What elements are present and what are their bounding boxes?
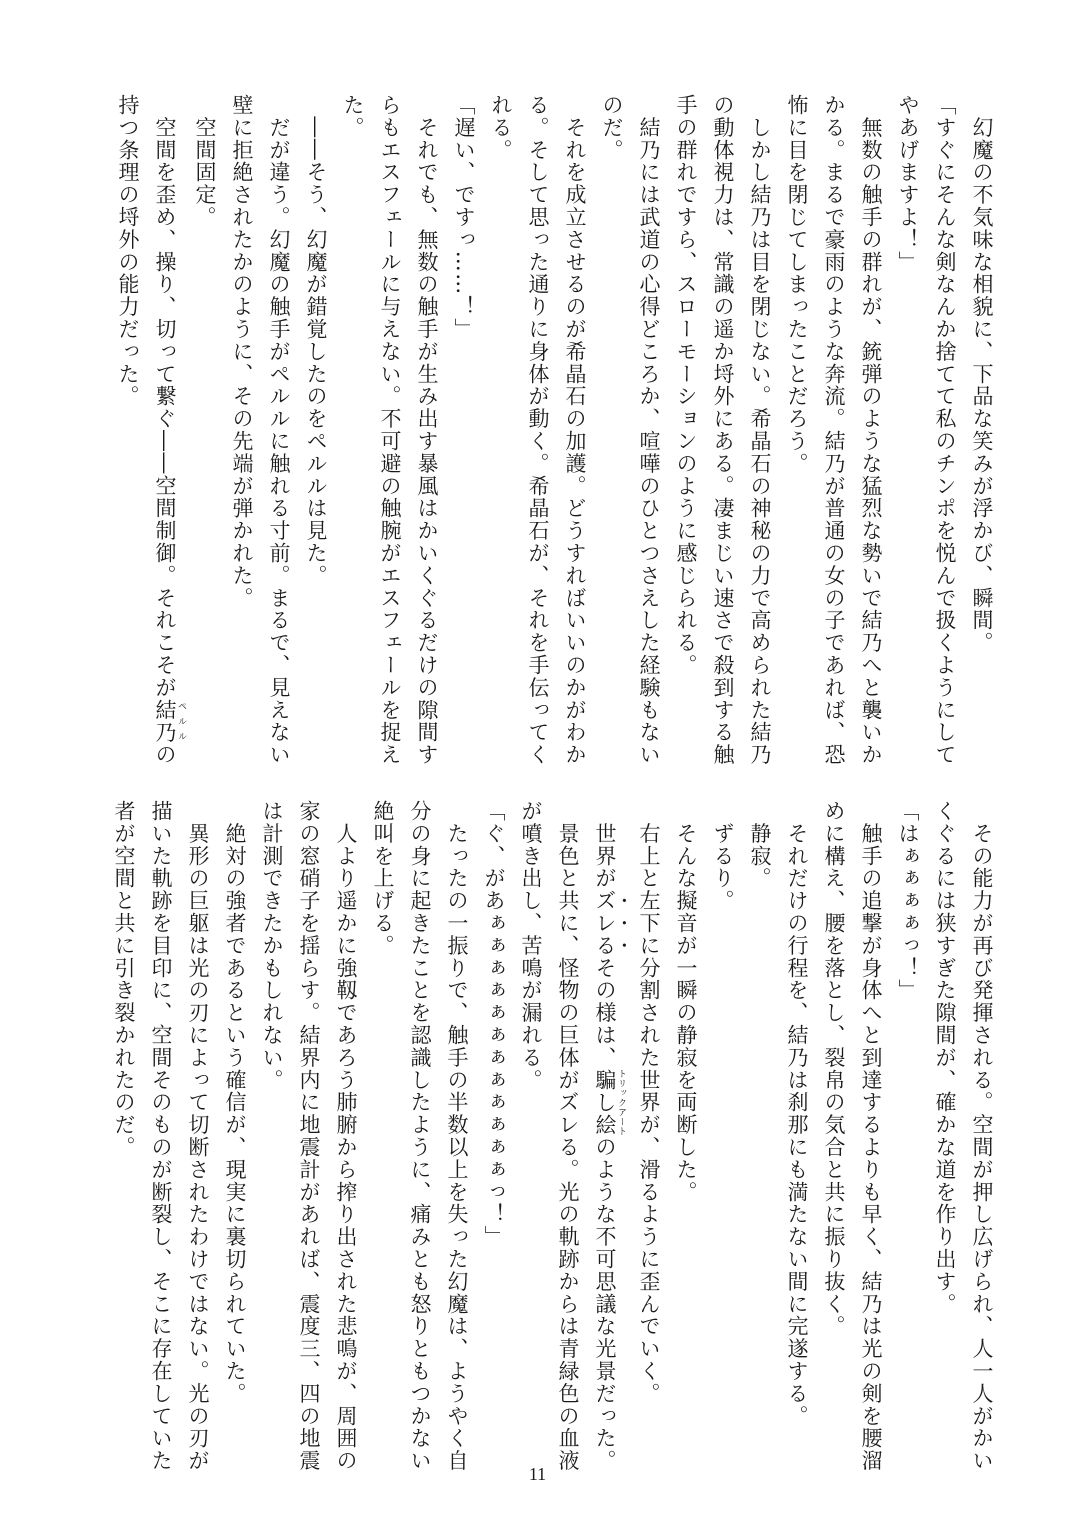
text-column: [401, 800, 438, 1472]
text-column: [438, 800, 475, 1472]
text-column: [179, 800, 216, 1472]
text-run: 世界が: [593, 800, 617, 890]
text-run: 幻魔の不気味な相貌に、下品な笑みが浮かび、瞬間。: [970, 94, 994, 654]
text-column: [926, 800, 963, 1460]
text-column: [445, 94, 482, 754]
text-run: 無数の触手の群れが、銃弾のような猛烈な勢いで結乃へと襲いか: [859, 94, 883, 766]
ruby-annotation: ペルル: [176, 698, 186, 744]
text-column: [260, 94, 297, 766]
text-run: た。: [341, 94, 365, 139]
text-run: 「はぁぁぁぁっ！」: [896, 800, 920, 1002]
text-column: [549, 800, 586, 1472]
text-run: くぐるには狭すぎた隙間が、確かな道を作り出す。: [933, 800, 957, 1316]
text-run: 触手の追撃が身体へと到達するよりも早く、結乃は光の剣を腰溜: [859, 800, 883, 1472]
ruby-text: [593, 1068, 626, 1137]
text-run: 持つ条理の埒外の能力だった。: [116, 94, 140, 408]
text-run: 分の身に起きたことを認識したように、痛みとも怒りともつかない: [408, 800, 432, 1472]
text-column: [297, 94, 334, 754]
text-run: それだけの行程を、結乃は刹那にも満たない間に完遂する。: [785, 800, 809, 1428]
text-run: の: [153, 743, 177, 767]
text-column: [586, 800, 630, 1473]
page-number: 11: [528, 1464, 547, 1484]
text-run: る。そして思った通りに身体が動く。希晶石が、それを手伝ってく: [526, 94, 550, 766]
text-column: [630, 800, 667, 1460]
text-run: たったの一振りで、触手の半数以上を失った幻魔は、ようやく自: [445, 800, 469, 1472]
text-column: [630, 94, 667, 766]
text-run: めに構え、腰を落とし、裂帛の気合と共に振り抜く。: [822, 800, 846, 1338]
text-run: 静寂。: [748, 800, 772, 890]
ruby-annotation: トリックアート: [616, 1068, 626, 1137]
text-column: [926, 94, 963, 766]
text-column: [223, 94, 260, 754]
text-run: その様は、: [593, 956, 617, 1069]
text-column: [667, 94, 704, 754]
text-run: のだ。: [600, 94, 624, 162]
text-column: [852, 94, 889, 766]
text-column: [778, 94, 815, 754]
text-column: [667, 800, 704, 1460]
text-column: [741, 800, 778, 1460]
text-column: [963, 800, 1000, 1472]
ruby-text: [153, 698, 186, 744]
text-column: [704, 800, 741, 1460]
text-run: ずるり。: [711, 800, 735, 912]
text-run: 絶叫を上げる。: [371, 800, 395, 957]
text-run: 絶対の強者であるという確信が、現実に裏切られていた。: [223, 800, 247, 1405]
emphasized-text: ズレる: [593, 889, 617, 957]
text-column: [482, 94, 519, 754]
text-column: [327, 800, 364, 1472]
text-run: 異形の巨躯は光の刃によって切断されたわけではない。光の刃が: [186, 800, 210, 1472]
text-column: [105, 800, 142, 1460]
text-column: [371, 94, 408, 766]
text-run: の動体視力は、常識の遥か埒外にある。凄まじい速さで殺到する触: [711, 94, 735, 766]
text-run: 壁に拒絶されたかのように、その先端が弾かれた。: [230, 94, 254, 610]
text-run: 描いた軌跡を目印に、空間そのものが断裂し、そこに存在していた: [149, 800, 173, 1472]
text-column: [290, 800, 327, 1472]
text-column: [519, 94, 556, 766]
text-column: [815, 94, 852, 766]
text-run: だが違う。幻魔の触手がペルルに触れる寸前。まるで、見えない: [267, 94, 291, 766]
text-column: [142, 800, 179, 1472]
text-column: [216, 800, 253, 1460]
ruby-base: 騙し絵: [593, 1068, 617, 1137]
text-run: 空間を歪め、操り、切って繋ぐ――空間制御。それこそが: [153, 94, 177, 699]
text-column: [408, 94, 445, 766]
text-run: それでも、無数の触手が生み出す暴風はかいくぐるだけの隙間す: [415, 94, 439, 766]
text-run: 「すぐにそんな剣なんか捨てて私のチンポを悦んで扱くようにして: [933, 94, 957, 766]
text-column: [253, 800, 290, 1460]
text-run: は計測できたかもしれない。: [260, 800, 284, 1092]
text-column: [475, 800, 512, 1460]
text-run: らもエスフェールに与えない。不可避の触腕がエスフェールを捉え: [378, 94, 402, 766]
text-column: [186, 94, 223, 754]
text-run: それを成立させるのが希晶石の加護。どうすればいいのかがわか: [563, 94, 587, 766]
text-column: [778, 800, 815, 1460]
text-run: そんな擬音が一瞬の静寂を両断した。: [674, 800, 698, 1204]
text-column: [963, 94, 1000, 754]
text-run: しかし結乃は目を閉じない。希晶石の神秘の力で高められた結乃: [748, 94, 772, 766]
text-run: 結乃には武道の心得どころか、喧嘩のひとつさえした経験もない: [637, 94, 661, 766]
text-run: 家の窓硝子を揺らす。結界内に地震計があれば、震度三、四の地震: [297, 800, 321, 1472]
text-column: [512, 800, 549, 1460]
text-run: 人より遥かに強靱であろう肺腑から搾り出された悲鳴が、周囲の: [334, 800, 358, 1472]
text-run: 右上と左下に分割された世界が、滑るように歪んでいく。: [637, 800, 661, 1405]
bottom-text-block: [105, 800, 1000, 1473]
text-run: やあげますよ！」: [896, 94, 920, 274]
ruby-base: 結乃: [153, 698, 177, 744]
text-run: 空間固定。: [193, 94, 217, 229]
text-column: [556, 94, 593, 766]
text-run: のような不可思議な光景だった。: [593, 1136, 617, 1473]
text-run: が噴き出し、苦鳴が漏れる。: [519, 800, 543, 1092]
text-column: [364, 800, 401, 1460]
text-run: れる。: [489, 94, 513, 162]
text-column: [889, 94, 926, 754]
text-column: [889, 800, 926, 1460]
text-run: 手の群れですら、スローモーションのように感じられる。: [674, 94, 698, 677]
text-run: ――そう、幻魔が錯覚したのをペルルは見た。: [304, 94, 328, 587]
text-run: 怖に目を閉じてしまったことだろう。: [785, 94, 809, 475]
text-column: [815, 800, 852, 1460]
text-column: [593, 94, 630, 754]
text-column: [704, 94, 741, 766]
text-column: [109, 94, 146, 754]
text-run: 景色と共に、怪物の巨体がズレる。光の軌跡からは青緑色の血液: [556, 800, 580, 1472]
text-run: 者が空間と共に引き裂かれたのだ。: [112, 800, 136, 1159]
text-column: [146, 94, 186, 767]
text-run: 「ぐ、があぁぁぁぁぁぁぁぁぁぁぁぁっ！」: [482, 800, 506, 1248]
text-run: 「遅い、ですっ……！」: [452, 94, 476, 341]
text-column: [852, 800, 889, 1472]
top-text-block: [109, 94, 1000, 767]
text-run: その能力が再び発揮される。空間が押し広げられ、人一人がかい: [970, 800, 994, 1472]
text-column: [334, 94, 371, 754]
text-run: かる。まるで豪雨のような奔流。結乃が普通の女の子であれば、恐: [822, 94, 846, 766]
text-column: [741, 94, 778, 766]
